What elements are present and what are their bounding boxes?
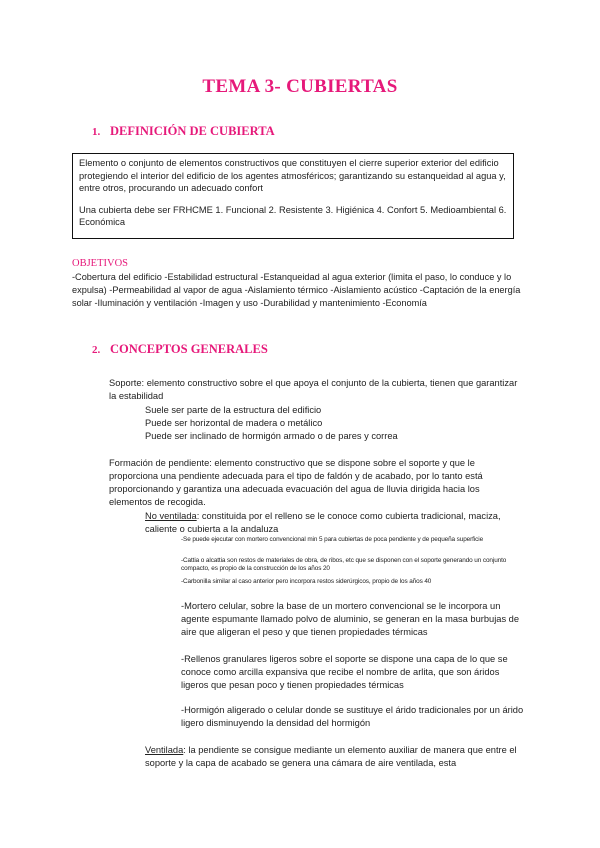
ventilada-text: : la pendiente se consigue mediante un elemento auxiliar de manera que entre el soporte y la capa de acabado se genera una cámara de aire ventilada, esta xyxy=(145,745,517,768)
no-ventilada-paragraph xyxy=(145,510,510,536)
ventilada-paragraph xyxy=(145,744,523,770)
section-1-number: 1. xyxy=(92,126,101,138)
section-2-title: CONCEPTOS GENERALES xyxy=(110,342,268,356)
requirements-text: Una cubierta debe ser FRHCME 1. Funcional 2. Resistente 3. Higiénica 4. Confort 5. Medioambiental 6. Económica xyxy=(79,204,507,227)
soporte-item: Suele ser parte de la estructura del edificio xyxy=(145,405,322,415)
no-ventilada-text: : constituida por el relleno se le conoce como cubierta tradicional, maciza, caliente o cubierta a la andaluza xyxy=(145,511,501,534)
small-note: -Cattia o alcattia son restos de materiales de obra, de ribos, etc que se disponen con el soporte generando un conjunto compacto, es propio de la construcción de los años 20 xyxy=(181,557,507,573)
definition-box xyxy=(72,153,514,239)
soporte-text: Soporte: elemento constructivo sobre el que apoya el conjunto de la cubierta, tienen que garantizar la estabilidad xyxy=(109,378,518,401)
section-2-number: 2. xyxy=(92,344,101,356)
section-1-heading xyxy=(92,124,275,139)
objetivos-label: OBJETIVOS xyxy=(72,258,129,269)
definition-text: Elemento o conjunto de elementos constructivos que constituyen el cierre superior exterior del edificio protegiendo el interior del edificio de los agentes atmosféricos; garantizando su estanqueidad al agua y, entre otros, procurando un adecuado confort xyxy=(79,158,506,193)
material-item: -Mortero celular, sobre la base de un mortero convencional se le incorpora un agente espumante llamado polvo de aluminio, se generan en la masa burbujas de aire que aligeran el peso y que tienen propiedades térmicas xyxy=(181,601,520,637)
soporte-item: Puede ser inclinado de hormigón armado o de pares y correa xyxy=(145,431,398,441)
page-title: TEMA 3- CUBIERTAS xyxy=(202,76,398,97)
no-ventilada-label: No ventilada xyxy=(145,511,197,521)
small-note: -Se puede ejecutar con mortero convencional min 5 para cubiertas de poca pendiente y de pequeña superficie xyxy=(181,536,484,543)
small-note: -Carbonilla similar al caso anterior pero incorpora restos siderúrgicos, propio de los años 40 xyxy=(181,578,432,585)
material-item: -Hormigón aligerado o celular donde se sustituye el árido tradicionales por un árido ligero disminuyendo la densidad del hormigón xyxy=(181,705,524,728)
soporte-item: Puede ser horizontal de madera o metálico xyxy=(145,418,323,428)
section-1-title: DEFINICIÓN DE CUBIERTA xyxy=(110,124,275,138)
pendiente-text: Formación de pendiente: elemento constructivo que se dispone sobre el soporte y que le proporciona una pendiente adecuada para el tipo de faldón y de acabado, por lo tanto está proporcionando y garantiza una adecuada evacuación del agua de lluvia dirigida hacia los elementos de recogida. xyxy=(109,458,483,507)
material-item: -Rellenos granulares ligeros sobre el soporte se dispone una capa de lo que se conoce como arcilla expansiva que recibe el nombre de arlita, que son áridos ligeros que pesan poco y tienen propiedades térmicas xyxy=(181,654,508,690)
objetivos-text: -Cobertura del edificio -Estabilidad estructural -Estanqueidad al agua exterior (limita el paso, lo conduce y lo expulsa) -Permeabilidad al vapor de agua -Aislamiento térmico -Aislamiento acústico -Captación de la energía solar -Iluminación y ventilación -Imagen y uso -Durabilidad y mantenimiento -Economía xyxy=(72,272,521,309)
ventilada-label: Ventilada xyxy=(145,745,184,755)
section-2-heading xyxy=(92,342,268,357)
